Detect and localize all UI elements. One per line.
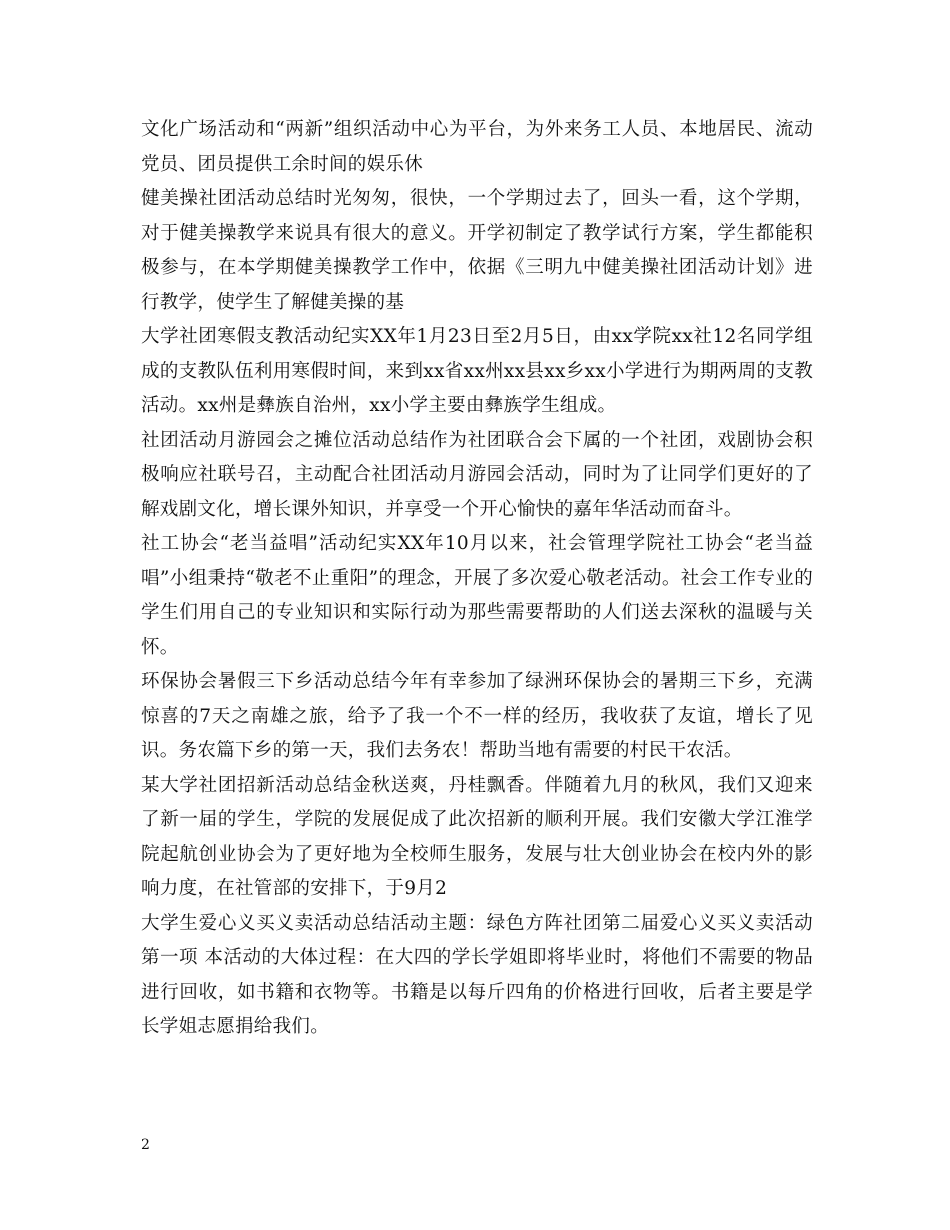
page-number: 2 (141, 1137, 150, 1153)
document-body (141, 113, 813, 1045)
paragraph-6: 环保协会暑假三下乡活动总结今年有幸参加了绿洲环保协会的暑期三下乡，充满惊喜的7天之南雄之旅，给予了我一个不一样的经历，我收获了友谊，增长了见识。务农篇下乡的第一天，我们去务农！帮助当地有需要的村民干农活。 (141, 671, 813, 761)
paragraph-8: 大学生爱心义买义卖活动总结活动主题：绿色方阵社团第二届爱心义买义卖活动第一项 本活动的大体过程：在大四的学长学姐即将毕业时，将他们不需要的物品进行回收，如书籍和衣物等。书籍是以每斤四角的价格进行回收，后者主要是学长学姐志愿捐给我们。 (141, 912, 813, 1037)
paragraph-2: 健美操社团活动总结时光匆匆，很快，一个学期过去了，回头一看，这个学期，对于健美操教学来说具有很大的意义。开学初制定了教学试行方案，学生都能积极参与，在本学期健美操教学工作中，依据《三明九中健美操社团活动计划》进行教学，使学生了解健美操的基 (141, 188, 813, 313)
paragraph-3: 大学社团寒假支教活动纪实XX年1月23日至2月5日，由xx学院xx社12名同学组成的支教队伍利用寒假时间，来到xx省xx州xx县xx乡xx小学进行为期两周的支教活动。xx州是彝族自治州，xx小学主要由彝族学生组成。 (141, 326, 813, 416)
paragraph-7: 某大学社团招新活动总结金秋送爽，丹桂飘香。伴随着九月的秋风，我们又迎来了新一届的学生，学院的发展促成了此次招新的顺利开展。我们安徽大学江淮学院起航创业协会为了更好地为全校师生服务，发展与壮大创业协会在校内外的影响力度，在社管部的安排下，于9月2 (141, 774, 813, 899)
paragraph-1: 文化广场活动和“两新”组织活动中心为平台，为外来务工人员、本地居民、流动党员、团员提供工余时间的娱乐休 (141, 119, 813, 175)
paragraph-5: 社工协会“老当益唱”活动纪实XX年10月以来，社会管理学院社工协会“老当益唱”小组秉持“敬老不止重阳”的理念，开展了多次爱心敬老活动。社会工作专业的学生们用自己的专业知识和实际行动为那些需要帮助的人们送去深秋的温暖与关怀。 (141, 533, 813, 658)
paragraph-4: 社团活动月游园会之摊位活动总结作为社团联合会下属的一个社团，戏剧协会积极响应社联号召，主动配合社团活动月游园会活动，同时为了让同学们更好的了解戏剧文化，增长课外知识，并享受一个开心愉快的嘉年华活动而奋斗。 (141, 429, 813, 520)
